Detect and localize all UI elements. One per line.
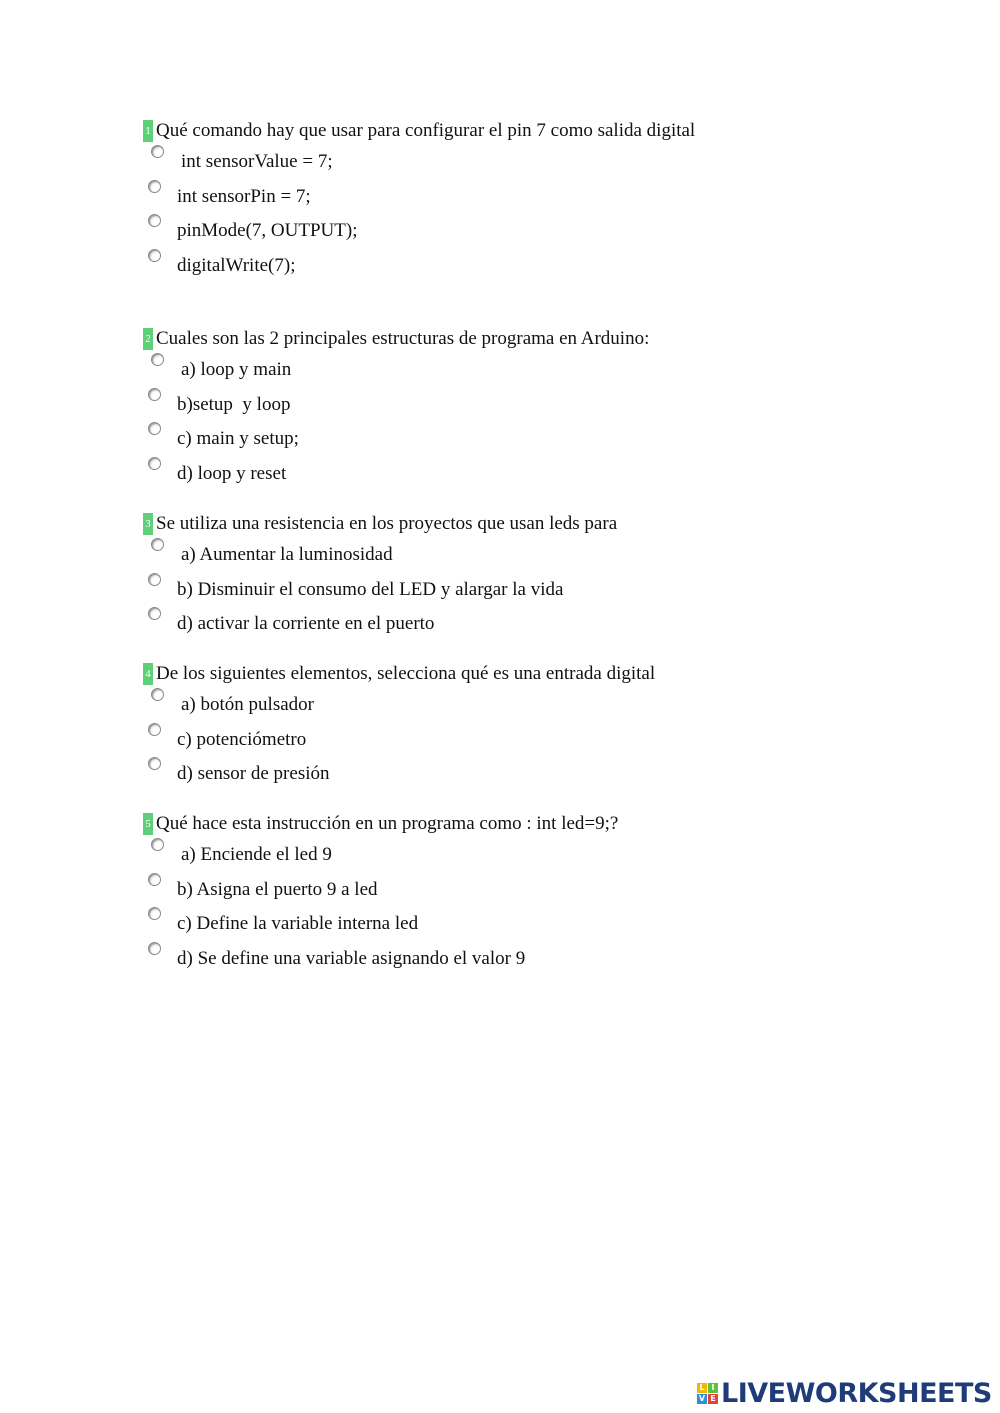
option-1d[interactable] <box>143 249 943 284</box>
question-number-badge: 4 <box>143 663 153 685</box>
option-5c[interactable] <box>143 907 943 942</box>
question-3 <box>143 510 943 642</box>
question-title <box>143 810 943 838</box>
option-1b[interactable] <box>143 180 943 215</box>
liveworksheets-logo <box>697 1378 992 1408</box>
option-label: a) botón pulsador <box>181 694 314 715</box>
question-4 <box>143 660 943 792</box>
question-text: Qué comando hay que usar para configurar el pin 7 como salida digital <box>156 120 696 141</box>
option-label: b) Asigna el puerto 9 a led <box>177 878 378 900</box>
radio-button-icon[interactable] <box>151 688 164 701</box>
radio-button-icon[interactable] <box>148 757 161 770</box>
radio-button-icon[interactable] <box>148 214 161 227</box>
option-label: a) loop y main <box>181 359 292 380</box>
question-number-badge: 2 <box>143 328 153 350</box>
question-number-badge: 1 <box>143 120 153 142</box>
question-text: Cuales son las 2 principales estructuras de programa en Arduino: <box>156 328 650 349</box>
option-label: a) Aumentar la luminosidad <box>181 544 393 565</box>
radio-button-icon[interactable] <box>148 723 161 736</box>
option-label: d) sensor de presión <box>177 763 330 785</box>
question-title <box>143 510 943 538</box>
logo-mark-letter: I <box>708 1383 718 1393</box>
option-label: b) Disminuir el consumo del LED y alargar la vida <box>177 578 564 600</box>
radio-button-icon[interactable] <box>151 838 164 851</box>
option-4b[interactable] <box>143 723 943 758</box>
option-label: pinMode(7, OUTPUT); <box>177 220 358 242</box>
option-2d[interactable] <box>143 457 943 492</box>
radio-button-icon[interactable] <box>148 249 161 262</box>
question-text: Qué hace esta instrucción en un programa como : int led=9;? <box>156 813 619 834</box>
option-2b[interactable] <box>143 388 943 423</box>
option-label: digitalWrite(7); <box>177 255 296 277</box>
option-label: d) Se define una variable asignando el valor 9 <box>177 948 526 970</box>
question-title <box>143 117 943 145</box>
radio-button-icon[interactable] <box>148 457 161 470</box>
radio-button-icon[interactable] <box>151 353 164 366</box>
question-title <box>143 325 943 353</box>
logo-mark-letter: L <box>697 1383 707 1393</box>
radio-button-icon[interactable] <box>148 607 161 620</box>
option-4a[interactable] <box>143 688 943 723</box>
question-number-badge: 5 <box>143 813 153 835</box>
option-5b[interactable] <box>143 873 943 908</box>
option-3b[interactable] <box>143 573 943 608</box>
option-4c[interactable] <box>143 757 943 792</box>
option-label: a) Enciende el led 9 <box>181 844 332 865</box>
question-text: Se utiliza una resistencia en los proyectos que usan leds para <box>156 513 618 534</box>
radio-button-icon[interactable] <box>151 145 164 158</box>
option-label: c) Define la variable interna led <box>177 913 419 935</box>
radio-button-icon[interactable] <box>148 942 161 955</box>
option-label: int sensorValue = 7; <box>181 151 333 172</box>
radio-button-icon[interactable] <box>148 573 161 586</box>
logo-mark-letter: E <box>708 1394 718 1404</box>
radio-button-icon[interactable] <box>148 388 161 401</box>
question-title <box>143 660 943 688</box>
radio-button-icon[interactable] <box>148 422 161 435</box>
radio-button-icon[interactable] <box>151 538 164 551</box>
question-1 <box>143 117 943 284</box>
question-5 <box>143 810 943 977</box>
option-label: d) loop y reset <box>177 463 287 485</box>
radio-button-icon[interactable] <box>148 907 161 920</box>
option-1a[interactable] <box>143 145 943 180</box>
option-1c[interactable] <box>143 214 943 249</box>
option-3a[interactable] <box>143 538 943 573</box>
option-3c[interactable] <box>143 607 943 642</box>
option-2a[interactable] <box>143 353 943 388</box>
question-number-badge: 3 <box>143 513 153 535</box>
logo-mark-letter: V <box>698 1393 706 1403</box>
option-label: d) activar la corriente en el puerto <box>177 613 435 635</box>
option-label: int sensorPin = 7; <box>177 185 311 207</box>
question-text: De los siguientes elementos, selecciona qué es una entrada digital <box>156 663 656 684</box>
option-5a[interactable] <box>143 838 943 873</box>
logo-text: LIVEWORKSHEETS <box>721 1377 992 1409</box>
radio-button-icon[interactable] <box>148 180 161 193</box>
question-2 <box>143 325 943 492</box>
option-label: c) main y setup; <box>177 428 299 450</box>
option-5d[interactable] <box>143 942 943 977</box>
radio-button-icon[interactable] <box>148 873 161 886</box>
option-2c[interactable] <box>143 422 943 457</box>
option-label: b)setup y loop <box>177 393 291 415</box>
liveworksheets-logo-icon <box>697 1383 718 1404</box>
option-label: c) potenciómetro <box>177 728 307 750</box>
